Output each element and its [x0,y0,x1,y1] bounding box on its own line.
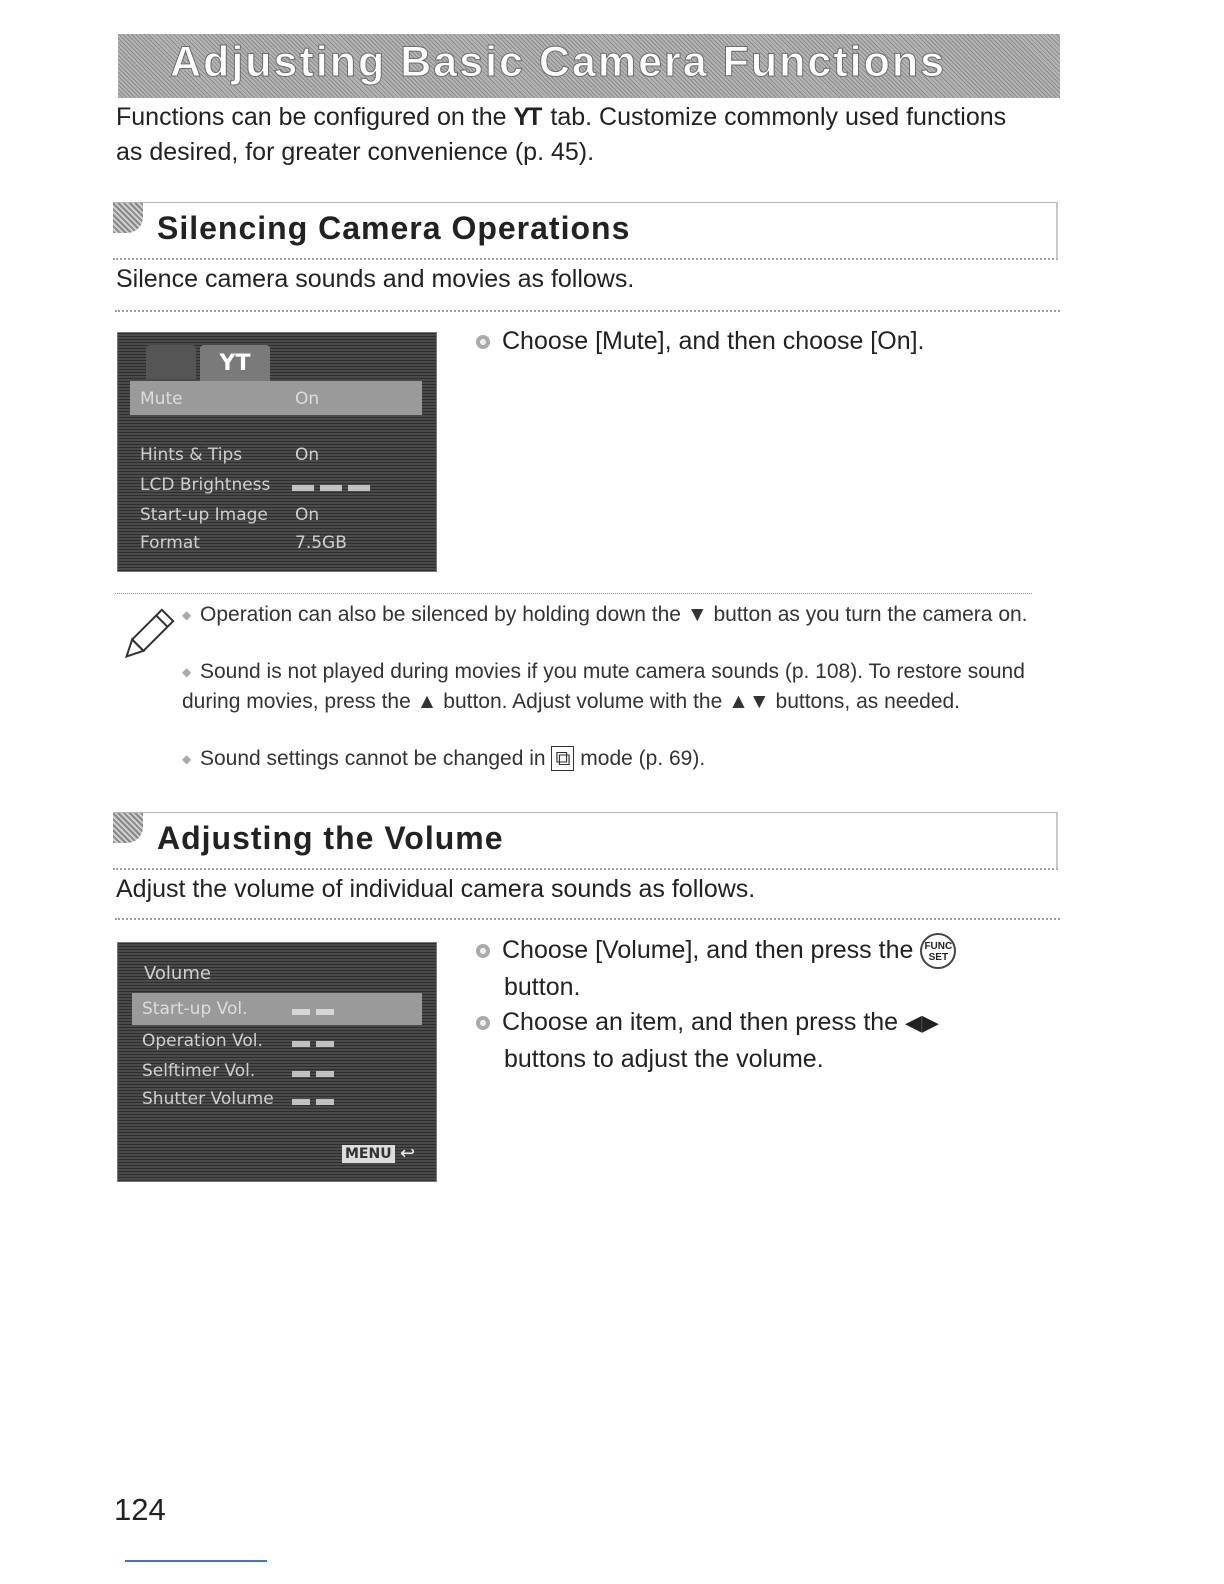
section-description-silencing: Silence camera sounds and movies as follows. [116,265,635,293]
menu-row-mute [140,389,320,409]
screen-heading: Volume [144,963,211,984]
menu-row-startup-vol: Start-up Vol. [142,999,247,1019]
row-label: Mute [140,389,183,409]
row-label: Format [140,533,200,553]
volume-bar [292,1009,310,1015]
row-value: 7.5GB [295,533,347,553]
note-item: ◆ Operation can also be silenced by holding down the ▼ button as you turn the camera on. [182,600,1042,630]
brightness-bar [292,485,314,491]
section-description-volume: Adjust the volume of individual camera sounds as follows. [116,875,756,903]
section-title-volume: Adjusting the Volume [157,820,504,856]
menu-row-lcd [140,475,270,495]
row-label: Start-up Image [140,505,268,525]
volume-bar [316,1041,334,1047]
row-value: On [295,505,320,525]
mode-icon: ⧉ [551,746,574,771]
pencil-icon [118,605,176,667]
menu-row-operation-vol: Operation Vol. [142,1031,263,1051]
func-set-button-icon: FUNC SET [920,933,956,969]
bullet-icon: ◆ [182,751,192,766]
step-choose-volume: Choose [Volume], and then press the FUNC SET button. [476,932,1036,1005]
row-label: LCD Brightness [140,475,271,495]
menu-row-hints [140,445,320,465]
note-item: ◆ Sound settings cannot be changed in ⧉ mode (p. 69). [182,744,1042,774]
back-icon: ↩ [400,1143,416,1164]
volume-bar [316,1009,334,1015]
step-adjust-volume: Choose an item, and then press the ◀▶ buttons to adjust the volume. [476,1004,1036,1077]
note-item: ◆ Sound is not played during movies if you mute camera sounds (p. 108). To restore sound during movies, press the ▲ button. Adjust volume with the ▲▼ buttons, as needed. [182,657,1042,716]
divider [115,310,1060,312]
settings-tab-icon: YT [513,103,540,131]
volume-bar [316,1071,334,1077]
menu-row-startup-image [140,505,320,525]
bullet-icon: ◆ [182,607,192,622]
row-label: Hints & Tips [140,445,243,465]
menu-row-format [140,533,347,553]
settings-tab: YT [200,345,270,383]
page-number: 124 [114,1492,166,1527]
shoot-tab [146,345,196,379]
menu-button-icon: MENU [342,1145,395,1163]
intro-suffix: tab. Customize commonly used functions as desired, for greater convenience (p. 45). [116,103,1007,166]
down-arrow-icon: ▼ [686,603,708,626]
step-mute [476,323,1036,359]
bullet-icon [476,335,490,349]
divider [115,918,1060,920]
intro-prefix: Functions can be configured on the [116,103,507,131]
section-title-silencing: Silencing Camera Operations [157,210,631,246]
bullet-icon: ◆ [182,664,192,679]
volume-bar [292,1071,310,1077]
intro-paragraph [116,100,1016,170]
volume-bar [292,1099,310,1105]
menu-row-selftimer-vol: Selftimer Vol. [142,1061,255,1081]
row-value: On [295,445,320,465]
camera-screen-volume [117,942,437,1182]
up-arrow-icon: ▲ [416,689,438,713]
page-title: Adjusting Basic Camera Functions [170,38,947,86]
menu-row-shutter-volume: Shutter Volume [142,1089,274,1109]
camera-screen-mute [117,332,437,572]
left-right-arrows-icon: ◀▶ [905,1010,939,1035]
bullet-icon [476,944,490,958]
bullet-icon [476,1016,490,1030]
row-value: On [295,389,320,409]
brightness-bar [320,485,342,491]
up-down-arrows-icon: ▲▼ [728,689,770,713]
footer-rule [125,1560,267,1562]
brightness-bar [348,485,370,491]
volume-bar [316,1099,334,1105]
step-text: Choose [Mute], and then choose [On]. [502,327,925,355]
note-divider [115,593,1032,594]
volume-bar [292,1041,310,1047]
